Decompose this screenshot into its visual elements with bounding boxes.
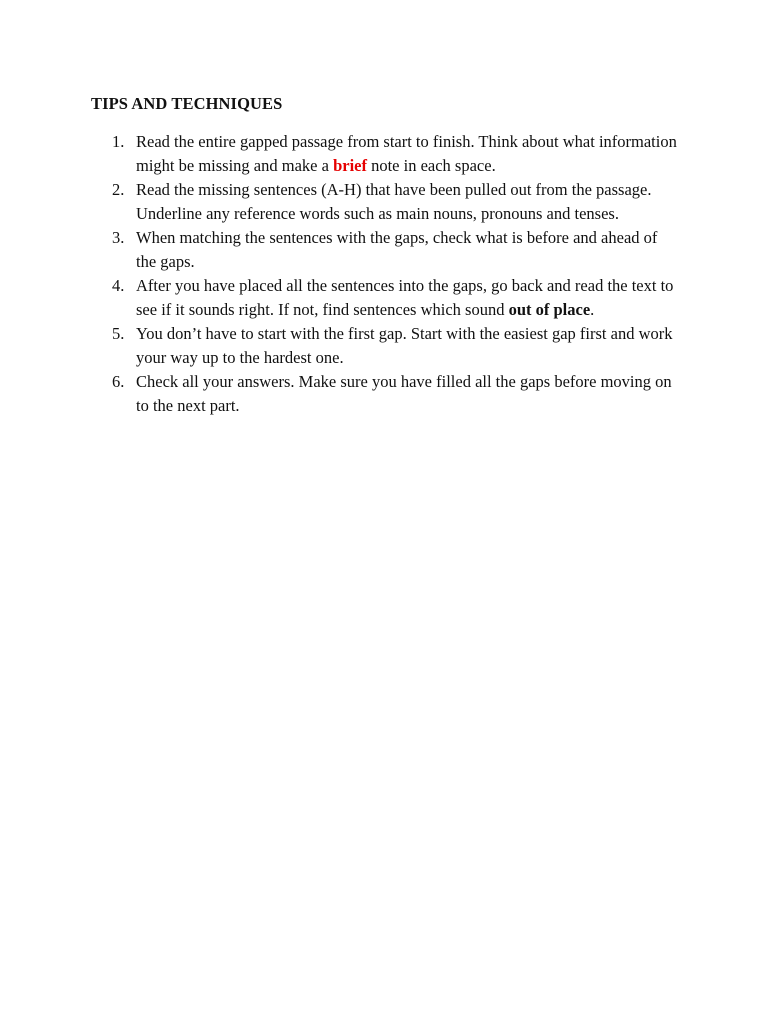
list-item-number: 1. <box>112 132 125 151</box>
list-item-text: Check all your answers. Make sure you have filled all the gaps before moving on to the next part. <box>136 372 672 415</box>
emphasis-word-brief: brief <box>333 156 367 175</box>
emphasis-phrase-out-of-place: out of place <box>508 300 591 319</box>
list-item-number: 3. <box>112 228 125 247</box>
list-item-number: 6. <box>112 372 125 391</box>
list-item <box>112 322 681 370</box>
list-item-text: When matching the sentences with the gaps, check what is before and ahead of the gaps. <box>136 228 658 271</box>
list-item <box>112 130 681 178</box>
list-item-number: 5. <box>112 324 125 343</box>
page-title: TIPS AND TECHNIQUES <box>91 94 283 113</box>
list-item-text: . <box>590 300 595 319</box>
list-item <box>112 274 681 322</box>
list-item <box>112 370 681 418</box>
list-item-text: You don’t have to start with the first gap. Start with the easiest gap first and work your way up to the hardest one. <box>136 324 673 367</box>
list-item-text: After you have placed all the sentences into the gaps, go back and read the text to see if it sounds right. If not, find sentences which sound <box>136 276 674 319</box>
list-item-text: note in each space. <box>366 156 496 175</box>
list-item-text: Read the entire gapped passage from start to finish. Think about what information might be missing and make a <box>136 132 677 175</box>
list-item-text: Read the missing sentences (A-H) that have been pulled out from the passage. Underline any reference words such as main nouns, pronouns and tenses. <box>136 180 652 223</box>
tips-list <box>112 130 681 418</box>
list-item <box>112 178 681 226</box>
list-item <box>112 226 681 274</box>
list-item-number: 4. <box>112 276 125 295</box>
list-item-number: 2. <box>112 180 125 199</box>
